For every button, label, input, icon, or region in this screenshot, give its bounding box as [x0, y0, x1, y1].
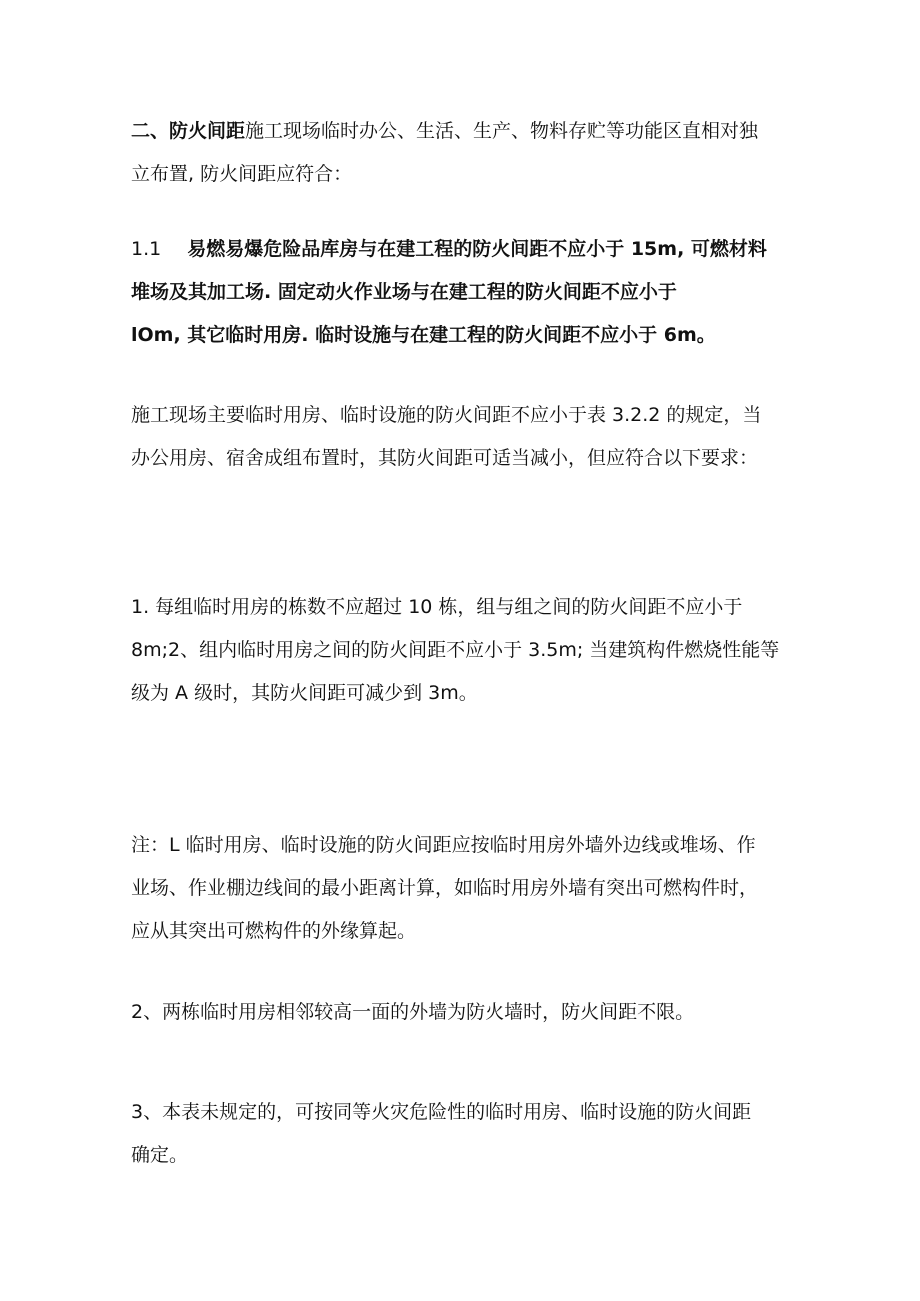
clause-1-1-line-3: lOm, 其它临时用房. 临时设施与在建工程的防火间距不应小于 6m。: [131, 324, 716, 346]
section-heading-text: 施工现场临时办公、生活、生产、物料存贮等功能区直相对独: [245, 120, 759, 142]
section-heading-title: 二、防火间距: [131, 120, 246, 142]
main-paragraph-line-1: 施工现场主要临时用房、临时设施的防火间距不应小于表 3.2.2 的规定，当: [131, 404, 762, 426]
section-heading-line-1: [131, 110, 801, 153]
requirement-1-line-2: 8m;2、组内临时用房之间的防火间距不应小于 3.5m; 当建筑构件燃烧性能等: [131, 639, 780, 661]
section-heading-paragraph: [131, 110, 801, 196]
clause-1-1-text-1: 易燃易爆危险品库房与在建工程的防火间距不应小于 15m, 可燃材料: [187, 238, 767, 260]
note-1-line-3: 应从其突出可燃构件的外缘算起。: [131, 920, 417, 942]
requirement-1-line-1: 1. 每组临时用房的栋数不应超过 10 栋，组与组之间的防火间距不应小于: [131, 596, 743, 618]
note-3-paragraph: [131, 1091, 801, 1177]
main-paragraph-line-2: 办公用房、宿舍成组布置时，其防火间距可适当减小，但应符合以下要求：: [131, 447, 759, 469]
clause-1-1-line-2: 堆场及其加工场. 固定动火作业场与在建工程的防火间距不应小于: [131, 281, 677, 303]
note-1-line-2: 业场、作业棚边线间的最小距离计算，如临时用房外墙有突出可燃构件时，: [131, 877, 759, 899]
note-2-line-1: 2、两栋临时用房相邻较高一面的外墙为防火墙时，防火间距不限。: [131, 1001, 695, 1023]
clause-1-1-line-1: [131, 228, 801, 271]
clause-number: 1.1: [131, 238, 162, 260]
note-1-line-1: 注：L 临时用房、临时设施的防火间距应按临时用房外墙外边线或堆场、作: [131, 834, 756, 856]
note-3-line-2: 确定。: [131, 1144, 189, 1166]
requirement-1-line-3: 级为 A 级时，其防火间距可减少到 3m。: [131, 682, 478, 704]
main-paragraph: [131, 394, 801, 480]
requirement-1-paragraph: [131, 586, 801, 715]
note-1-paragraph: [131, 824, 801, 953]
clause-1-1-paragraph: [131, 228, 801, 357]
section-heading-line-2: 立布置, 防火间距应符合：: [131, 163, 353, 185]
note-2-paragraph: [131, 991, 801, 1034]
note-3-line-1: 3、本表未规定的，可按同等火灾危险性的临时用房、临时设施的防火间距: [131, 1101, 752, 1123]
